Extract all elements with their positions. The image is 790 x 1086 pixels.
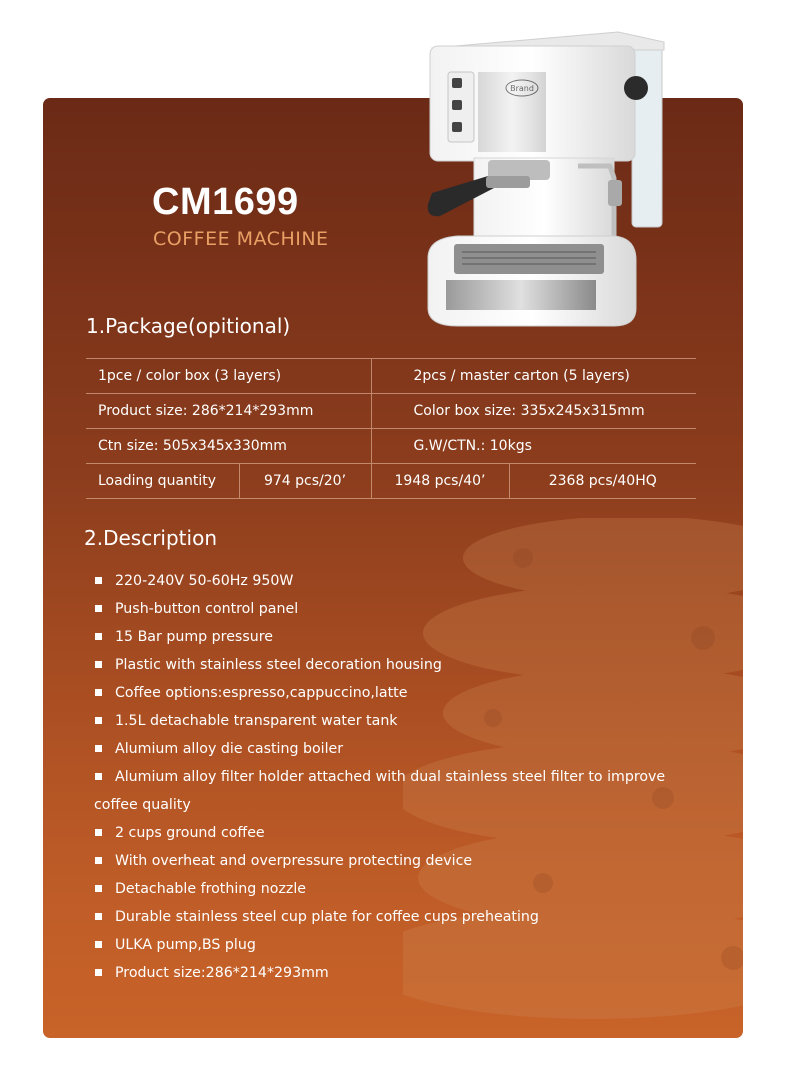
description-list (94, 567, 706, 987)
loading-label: Loading quantity (86, 464, 239, 499)
square-bullet-icon (95, 745, 102, 752)
list-item: 2 cups ground coffee (94, 819, 706, 847)
list-item: 15 Bar pump pressure (94, 623, 706, 651)
loading-40ft: 1948 pcs/40’ (371, 464, 509, 499)
product-category-subtitle: COFFEE MACHINE (153, 228, 329, 250)
square-bullet-icon (95, 941, 102, 948)
table-cell: 1pce / color box (3 layers) (86, 359, 371, 394)
list-item: 1.5L detachable transparent water tank (94, 707, 706, 735)
square-bullet-icon (95, 829, 102, 836)
table-row (86, 394, 696, 429)
brand-label: Brand (510, 84, 534, 93)
table-row (86, 464, 696, 499)
square-bullet-icon (95, 633, 102, 640)
square-bullet-icon (95, 605, 102, 612)
list-item: Product size:286*214*293mm (94, 959, 706, 987)
square-bullet-icon (95, 969, 102, 976)
square-bullet-icon (95, 661, 102, 668)
list-item: Alumium alloy die casting boiler (94, 735, 706, 763)
table-cell: Product size: 286*214*293mm (86, 394, 371, 429)
square-bullet-icon (95, 717, 102, 724)
description-heading: 2.Description (84, 526, 217, 550)
list-item: Plastic with stainless steel decoration housing (94, 651, 706, 679)
list-item: ULKA pump,BS plug (94, 931, 706, 959)
table-cell: 2pcs / master carton (5 layers) (371, 359, 696, 394)
list-item: Detachable frothing nozzle (94, 875, 706, 903)
table-cell: Color box size: 335x245x315mm (371, 394, 696, 429)
list-item: Durable stainless steel cup plate for coffee cups preheating (94, 903, 706, 931)
table-row (86, 359, 696, 394)
package-heading: 1.Package(opitional) (86, 314, 291, 338)
product-model-title: CM1699 (152, 181, 299, 223)
square-bullet-icon (95, 577, 102, 584)
list-item: Coffee options:espresso,cappuccino,latte (94, 679, 706, 707)
list-item: With overheat and overpressure protecting device (94, 847, 706, 875)
list-item: 220-240V 50-60Hz 950W (94, 567, 706, 595)
table-row (86, 429, 696, 464)
list-item: Alumium alloy filter holder attached with dual stainless steel filter to improve coffee quality (94, 769, 666, 813)
square-bullet-icon (95, 773, 102, 780)
loading-20ft: 974 pcs/20’ (239, 464, 371, 499)
package-table (86, 358, 696, 499)
square-bullet-icon (95, 689, 102, 696)
coffee-machine-image (418, 28, 678, 333)
table-cell: Ctn size: 505x345x330mm (86, 429, 371, 464)
square-bullet-icon (95, 913, 102, 920)
square-bullet-icon (95, 885, 102, 892)
list-item: Push-button control panel (94, 595, 706, 623)
table-cell: G.W/CTN.: 10kgs (371, 429, 696, 464)
loading-40hq: 2368 pcs/40HQ (509, 464, 696, 499)
square-bullet-icon (95, 857, 102, 864)
